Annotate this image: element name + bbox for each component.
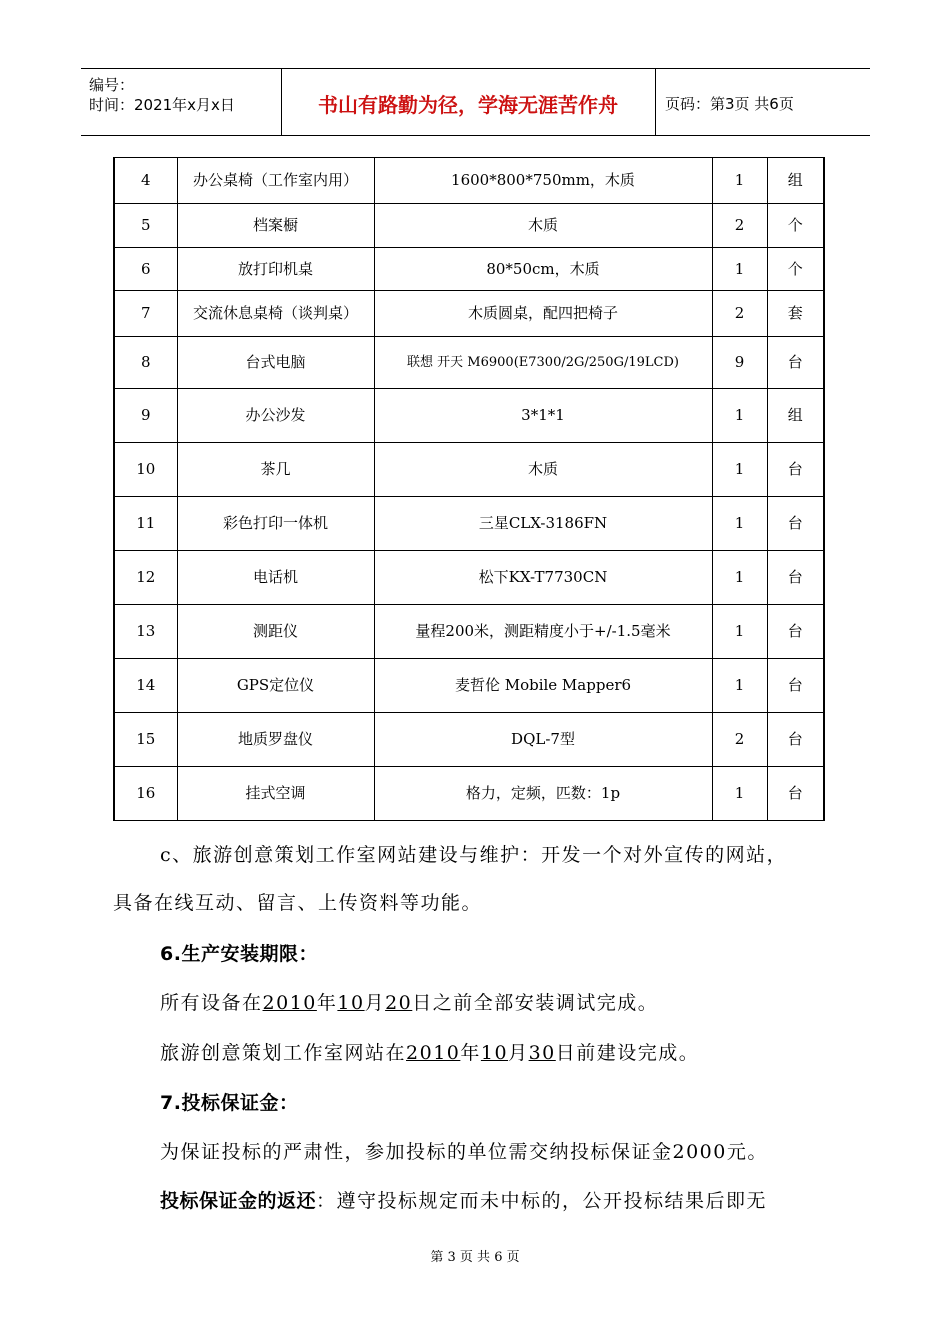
cell-name: 茶几 bbox=[177, 443, 374, 497]
day-value: 20 bbox=[385, 992, 413, 1014]
cell-unit: 台 bbox=[767, 337, 824, 389]
paragraph-install-deadline bbox=[160, 990, 658, 1016]
cell-spec: 三星CLX-3186FN bbox=[374, 497, 712, 551]
number-label: 编号： bbox=[89, 76, 135, 94]
cell-spec: 3*1*1 bbox=[374, 389, 712, 443]
cell-qty: 1 bbox=[712, 497, 767, 551]
table-row bbox=[114, 291, 824, 337]
cell-name bbox=[177, 158, 374, 204]
cell-unit: 台 bbox=[767, 497, 824, 551]
paragraph-bid-bond: 为保证投标的严肃性，参加投标的单位需交纳投标保证金2000元。 bbox=[160, 1141, 768, 1163]
table-row bbox=[114, 605, 824, 659]
page-header bbox=[81, 68, 870, 136]
cell-name: 放打印机桌 bbox=[177, 248, 374, 291]
paragraph-bond-return bbox=[160, 1188, 767, 1214]
cell-unit: 个 bbox=[767, 248, 824, 291]
cell-name: 电话机 bbox=[177, 551, 374, 605]
text: 月 bbox=[364, 992, 386, 1014]
equipment-table bbox=[113, 157, 825, 821]
cell-unit: 组 bbox=[767, 389, 824, 443]
cell-name: 地质罗盘仪 bbox=[177, 713, 374, 767]
paragraph-website-deadline bbox=[160, 1040, 699, 1066]
cell-qty: 9 bbox=[712, 337, 767, 389]
cell-name: 办公沙发 bbox=[177, 389, 374, 443]
cell-qty: 2 bbox=[712, 291, 767, 337]
table-row bbox=[114, 204, 824, 248]
table-row bbox=[114, 497, 824, 551]
cell-qty: 1 bbox=[712, 443, 767, 497]
cell-spec: 木质 bbox=[374, 204, 712, 248]
cell-no: 14 bbox=[114, 659, 177, 713]
cell-spec: 木质 bbox=[374, 443, 712, 497]
page-footer: 第 3 页 共 6 页 bbox=[430, 1250, 520, 1265]
table-row bbox=[114, 551, 824, 605]
cell-name-text: 交流休息桌椅（谈判桌） bbox=[192, 304, 358, 322]
cell-no: 11 bbox=[114, 497, 177, 551]
cell-no: 9 bbox=[114, 389, 177, 443]
cell-qty: 1 bbox=[712, 389, 767, 443]
cell-no: 15 bbox=[114, 713, 177, 767]
day-value: 30 bbox=[528, 1042, 556, 1064]
year-value: 2010 bbox=[406, 1042, 461, 1064]
table-row bbox=[114, 337, 824, 389]
time-label: 时间：2021年x月x日 bbox=[89, 96, 235, 114]
header-motto: 书山有路勤为径，学海无涯苦作舟 bbox=[318, 92, 618, 117]
cell-unit: 台 bbox=[767, 605, 824, 659]
cell-spec: 联想 开天 M6900(E7300/2G/250G/19LCD) bbox=[374, 337, 712, 389]
month-value: 10 bbox=[480, 1042, 509, 1064]
cell-no: 6 bbox=[114, 248, 177, 291]
cell-no: 12 bbox=[114, 551, 177, 605]
cell-qty: 1 bbox=[712, 605, 767, 659]
table-row bbox=[114, 659, 824, 713]
paragraph-c-line1: c、旅游创意策划工作室网站建设与维护：开发一个对外宣传的网站， bbox=[160, 844, 788, 866]
table-row bbox=[114, 767, 824, 821]
table-row bbox=[114, 713, 824, 767]
cell-no: 7 bbox=[114, 291, 177, 337]
table-row bbox=[114, 158, 824, 204]
cell-name: 档案橱 bbox=[177, 204, 374, 248]
text: 日前建设完成。 bbox=[555, 1042, 700, 1064]
table-row bbox=[114, 443, 824, 497]
cell-no: 5 bbox=[114, 204, 177, 248]
cell-qty: 1 bbox=[712, 158, 767, 204]
cell-qty: 1 bbox=[712, 767, 767, 821]
cell-unit: 组 bbox=[767, 158, 824, 204]
table-row bbox=[114, 248, 824, 291]
cell-qty: 2 bbox=[712, 713, 767, 767]
cell-unit: 台 bbox=[767, 443, 824, 497]
text: 年 bbox=[460, 1042, 481, 1064]
text: 年 bbox=[316, 992, 338, 1014]
cell-no: 16 bbox=[114, 767, 177, 821]
cell-name bbox=[177, 291, 374, 337]
cell-name-text: 办公桌椅（工作室内用） bbox=[192, 171, 358, 189]
cell-unit: 台 bbox=[767, 551, 824, 605]
cell-spec: DQL-7型 bbox=[374, 713, 712, 767]
cell-spec: 松下KX-T7730CN bbox=[374, 551, 712, 605]
cell-no: 13 bbox=[114, 605, 177, 659]
heading-installation-period: 6.生产安装期限： bbox=[160, 943, 318, 965]
cell-spec: 1600*800*750mm，木质 bbox=[374, 158, 712, 204]
cell-spec: 麦哲伦 Mobile Mapper6 bbox=[374, 659, 712, 713]
header-divider bbox=[655, 69, 656, 135]
cell-unit: 个 bbox=[767, 204, 824, 248]
paragraph-c-line2: 具备在线互动、留言、上传资料等功能。 bbox=[113, 892, 483, 914]
cell-unit: 套 bbox=[767, 291, 824, 337]
bond-return-text: ：遵守投标规定而未中标的，公开投标结果后即无 bbox=[316, 1190, 768, 1212]
cell-qty: 2 bbox=[712, 204, 767, 248]
year-value: 2010 bbox=[262, 992, 317, 1014]
cell-unit: 台 bbox=[767, 713, 824, 767]
cell-name: 测距仪 bbox=[177, 605, 374, 659]
cell-spec: 木质圆桌，配四把椅子 bbox=[374, 291, 712, 337]
cell-unit: 台 bbox=[767, 659, 824, 713]
cell-qty: 1 bbox=[712, 659, 767, 713]
table-row bbox=[114, 389, 824, 443]
text: 所有设备在 bbox=[160, 992, 263, 1014]
heading-bid-bond: 7.投标保证金： bbox=[160, 1092, 299, 1114]
cell-no: 8 bbox=[114, 337, 177, 389]
cell-no: 4 bbox=[114, 158, 177, 204]
text: 旅游创意策划工作室网站在 bbox=[160, 1042, 407, 1064]
cell-spec: 量程200米，测距精度小于+/-1.5毫米 bbox=[374, 605, 712, 659]
bond-return-label: 投标保证金的返还 bbox=[160, 1190, 317, 1212]
cell-name: GPS定位仪 bbox=[177, 659, 374, 713]
header-page-label: 页码：第3页 共6页 bbox=[665, 95, 794, 113]
cell-name: 挂式空调 bbox=[177, 767, 374, 821]
cell-name: 彩色打印一体机 bbox=[177, 497, 374, 551]
text: 月 bbox=[508, 1042, 529, 1064]
cell-qty: 1 bbox=[712, 551, 767, 605]
text: 日之前全部安装调试完成。 bbox=[412, 992, 659, 1014]
cell-no: 10 bbox=[114, 443, 177, 497]
cell-spec: 格力，定频，匹数：1p bbox=[374, 767, 712, 821]
cell-name: 台式电脑 bbox=[177, 337, 374, 389]
month-value: 10 bbox=[337, 992, 365, 1014]
cell-qty: 1 bbox=[712, 248, 767, 291]
cell-spec: 80*50cm，木质 bbox=[374, 248, 712, 291]
header-meta bbox=[89, 75, 235, 115]
cell-unit: 台 bbox=[767, 767, 824, 821]
